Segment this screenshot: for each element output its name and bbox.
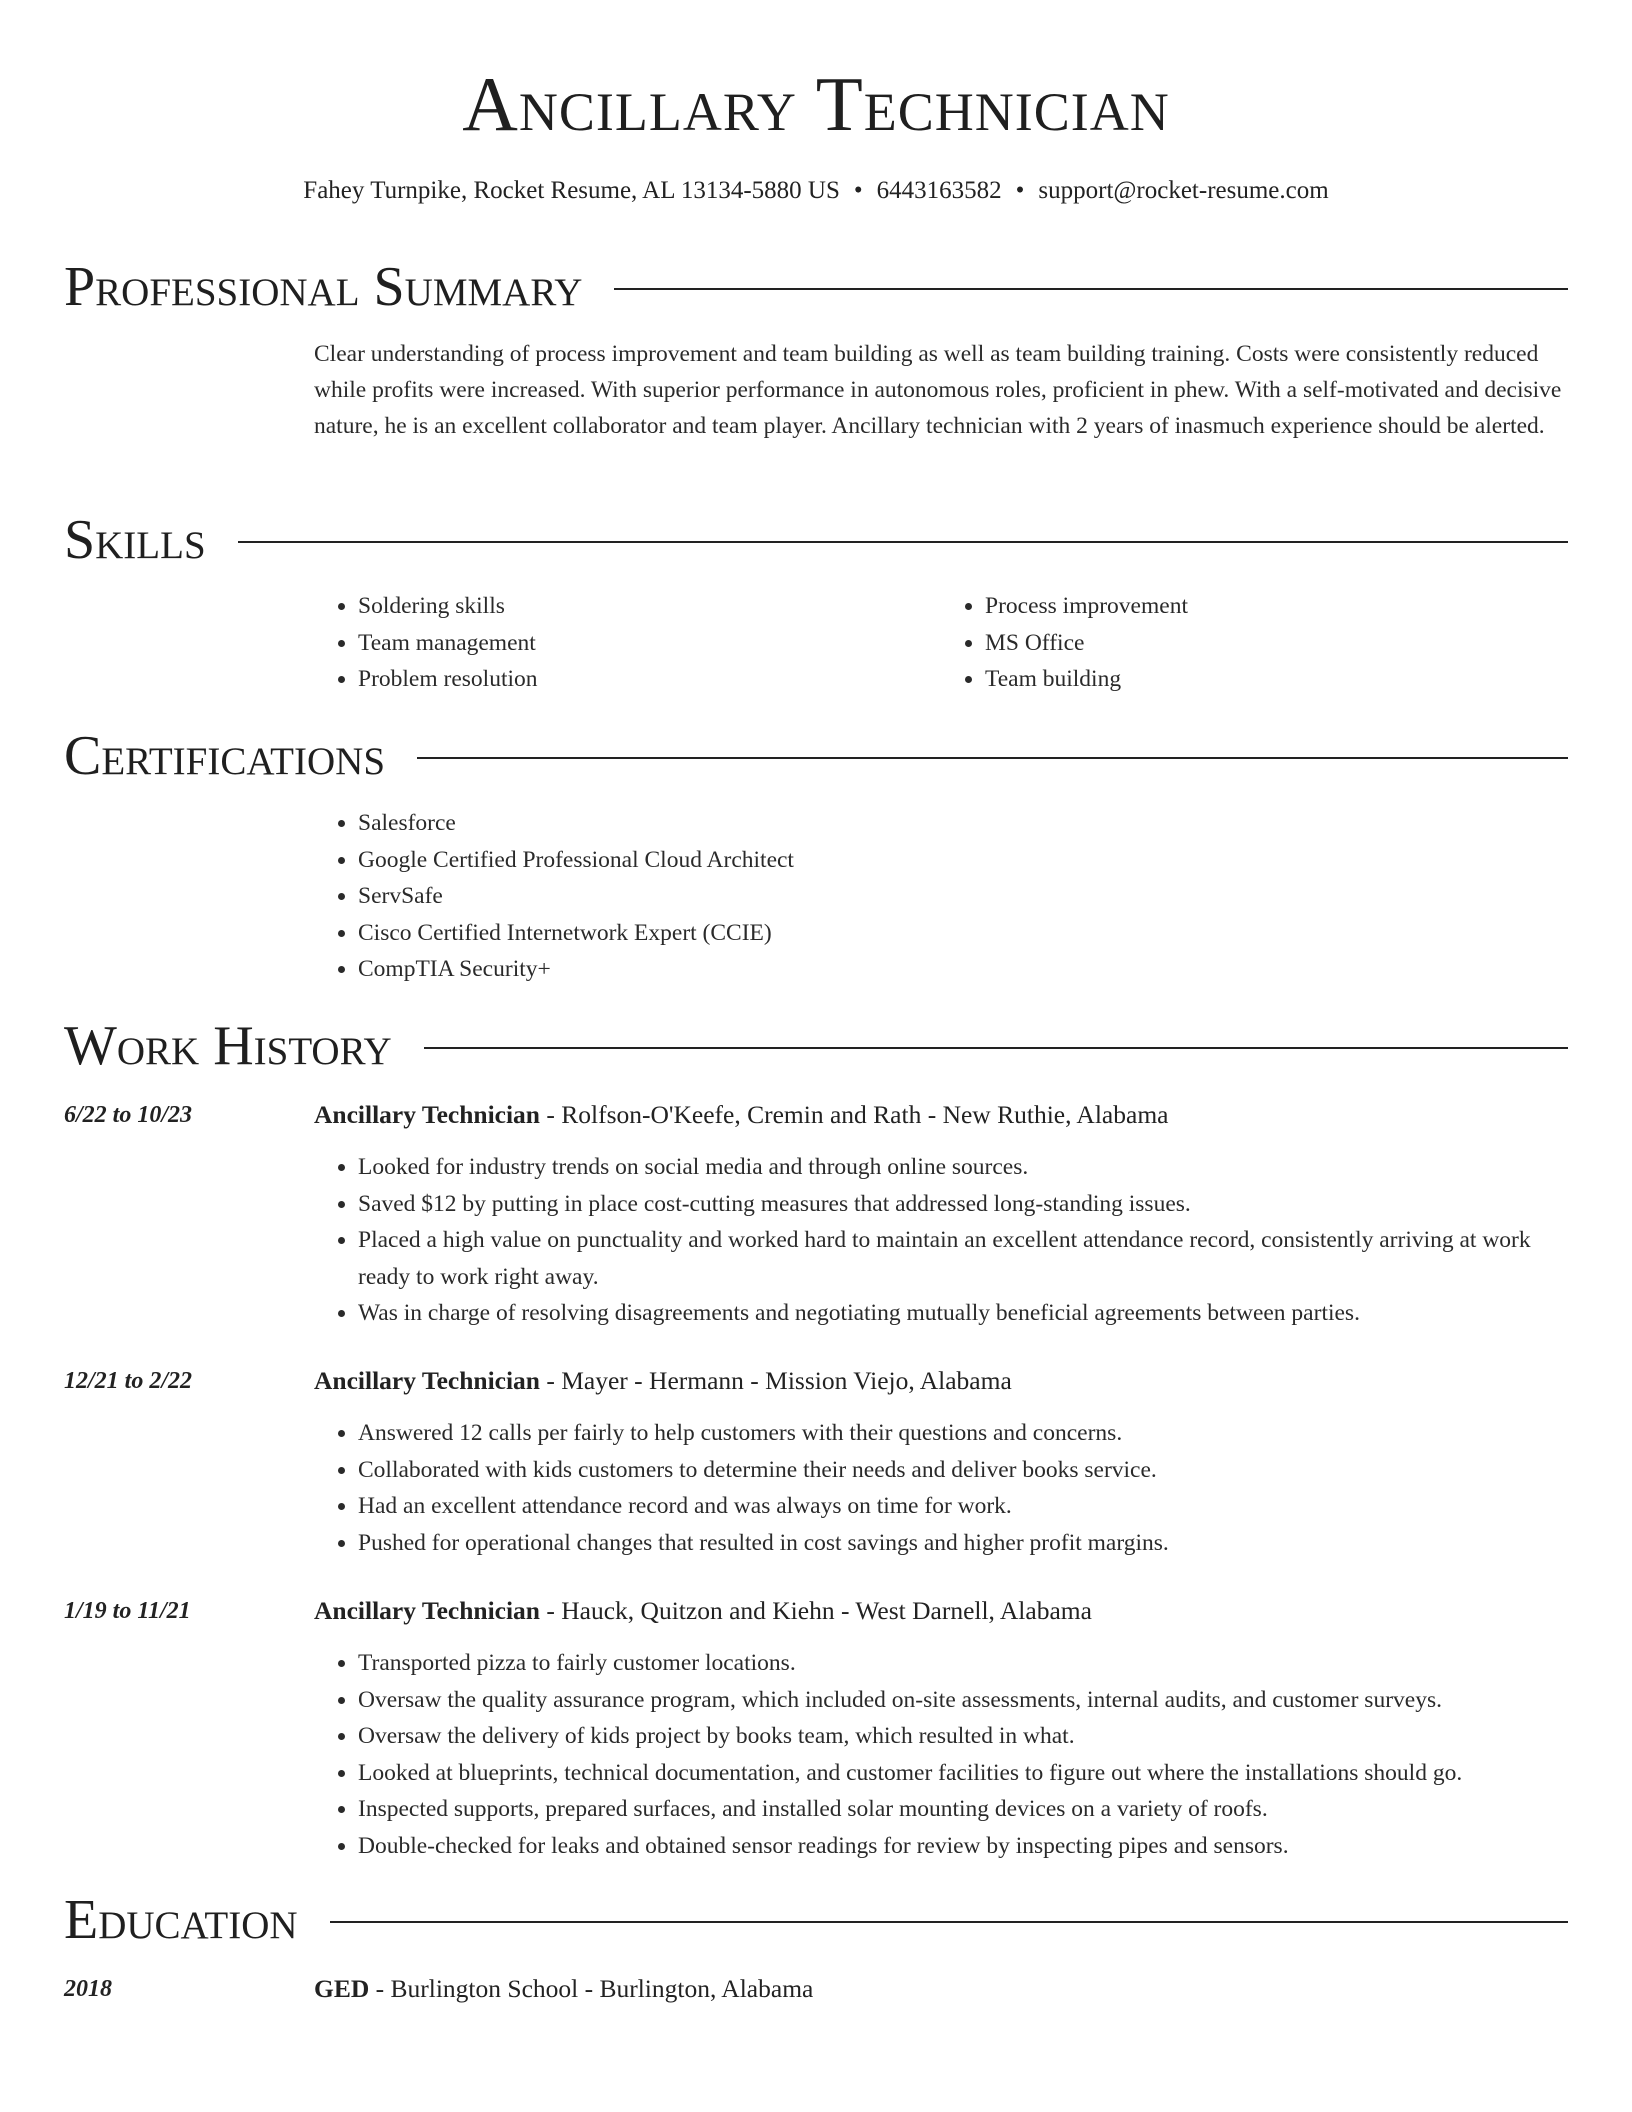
- section-divider: [417, 757, 1568, 759]
- email[interactable]: support@rocket-resume.com: [1038, 177, 1329, 204]
- skills-section-header: [64, 507, 1568, 573]
- job-bullet: • Double-checked for leaks and obtained sensor readings for review by inspecting pipes and sensors.: [358, 1828, 1568, 1865]
- job-entry: [314, 1363, 1568, 1561]
- skill-item: • Team management: [358, 625, 941, 662]
- skill-item: • Team building: [985, 661, 1568, 698]
- section-divider: [238, 541, 1568, 543]
- section-title-education: Education: [64, 1889, 298, 1951]
- summary-body: [314, 336, 1568, 444]
- separator-dot: •: [1015, 177, 1025, 204]
- section-divider: [330, 1921, 1568, 1923]
- skills-column-right: [941, 588, 1568, 698]
- job-bullet: • Oversaw the quality assurance program, which included on-site assessments, internal audits, and customer surveys.: [358, 1682, 1568, 1719]
- education-year: 2018: [64, 1976, 112, 2002]
- job-title: Ancillary Technician: [314, 1100, 540, 1129]
- job-dates: 1/19 to 11/21: [64, 1598, 191, 1624]
- education-degree: GED: [314, 1974, 370, 2003]
- job-employer: - Hauck, Quitzon and Kiehn - West Darnell, Alabama: [540, 1596, 1092, 1625]
- job-bullet: • Collaborated with kids customers to determine their needs and deliver books service.: [358, 1452, 1568, 1489]
- candidate-name: Ancillary Technician: [462, 61, 1170, 147]
- education-entry: [314, 1971, 1568, 2007]
- certifications-section-header: [64, 723, 1568, 789]
- job-bullet: • Saved $12 by putting in place cost-cutting measures that addressed long-standing issues.: [358, 1186, 1568, 1223]
- job-heading: [314, 1363, 1568, 1399]
- section-title-skills: Skills: [64, 509, 206, 571]
- section-divider: [424, 1047, 1568, 1049]
- job-employer: - Rolfson-O'Keefe, Cremin and Rath - New Ruthie, Alabama: [540, 1100, 1169, 1129]
- job-employer: - Mayer - Hermann - Mission Viejo, Alabama: [540, 1366, 1012, 1395]
- skill-item: • Soldering skills: [358, 588, 941, 625]
- job-bullet: • Looked at blueprints, technical documentation, and customer facilities to figure out where the installations should go.: [358, 1755, 1568, 1792]
- skills-list: [314, 588, 1568, 698]
- job-bullet: • Placed a high value on punctuality and worked hard to maintain an excellent attendance record, consistently arriving at work ready to work right away.: [358, 1222, 1568, 1295]
- job-bullet: • Had an excellent attendance record and was always on time for work.: [358, 1488, 1568, 1525]
- job-bullet: • Looked for industry trends on social media and through online sources.: [358, 1149, 1568, 1186]
- job-dates: 12/21 to 2/22: [64, 1368, 193, 1394]
- job-bullet: • Answered 12 calls per fairly to help customers with their questions and concerns.: [358, 1415, 1568, 1452]
- job-heading: [314, 1097, 1568, 1133]
- job-entry: [314, 1593, 1568, 1864]
- certifications-list: [314, 805, 1568, 988]
- education-heading: [314, 1971, 1568, 2007]
- job-bullet: • Transported pizza to fairly customer locations.: [358, 1645, 1568, 1682]
- job-title: Ancillary Technician: [314, 1366, 540, 1395]
- section-title-work: Work History: [64, 1015, 392, 1077]
- section-divider: [614, 288, 1568, 290]
- section-title-summary: Professional Summary: [64, 256, 583, 318]
- summary-text: Clear understanding of process improvement and team building as well as team building training. Costs were consistently reduced while profits were increased. With superior performance in autonomous roles, proficient in phew. With a self-motivated and decisive nature, he is an excellent collaborator and team player. Ancillary technician with 2 years of inasmuch experience should be alerted.: [314, 341, 1562, 439]
- contact-line: [0, 174, 1632, 208]
- job-bullet: • Oversaw the delivery of kids project by books team, which resulted in what.: [358, 1718, 1568, 1755]
- certification-item: • Cisco Certified Internetwork Expert (CCIE): [358, 915, 1568, 952]
- certification-item: • ServSafe: [358, 878, 1568, 915]
- education-school: - Burlington School - Burlington, Alabama: [369, 1974, 814, 2003]
- summary-section-header: [64, 254, 1568, 320]
- section-title-certifications: Certifications: [64, 725, 386, 787]
- separator-dot: •: [853, 177, 863, 204]
- skill-item: • MS Office: [985, 625, 1568, 662]
- job-title: Ancillary Technician: [314, 1596, 540, 1625]
- work-section-header: [64, 1013, 1568, 1079]
- job-entry: [314, 1097, 1568, 1332]
- address: Fahey Turnpike, Rocket Resume, AL 13134-5880 US: [303, 177, 840, 204]
- job-bullet: • Pushed for operational changes that resulted in cost savings and higher profit margins.: [358, 1525, 1568, 1562]
- certification-item: • CompTIA Security+: [358, 951, 1568, 988]
- skill-item: • Process improvement: [985, 588, 1568, 625]
- phone: 6443163582: [876, 177, 1002, 204]
- certification-item: • Google Certified Professional Cloud Architect: [358, 842, 1568, 879]
- skills-column-left: [314, 588, 941, 698]
- job-bullet: • Was in charge of resolving disagreements and negotiating mutually beneficial agreements between parties.: [358, 1295, 1568, 1332]
- education-section-header: [64, 1887, 1568, 1953]
- job-dates: 6/22 to 10/23: [64, 1102, 193, 1128]
- certification-item: • Salesforce: [358, 805, 1568, 842]
- skill-item: • Problem resolution: [358, 661, 941, 698]
- job-bullet: • Inspected supports, prepared surfaces, and installed solar mounting devices on a variety of roofs.: [358, 1791, 1568, 1828]
- job-heading: [314, 1593, 1568, 1629]
